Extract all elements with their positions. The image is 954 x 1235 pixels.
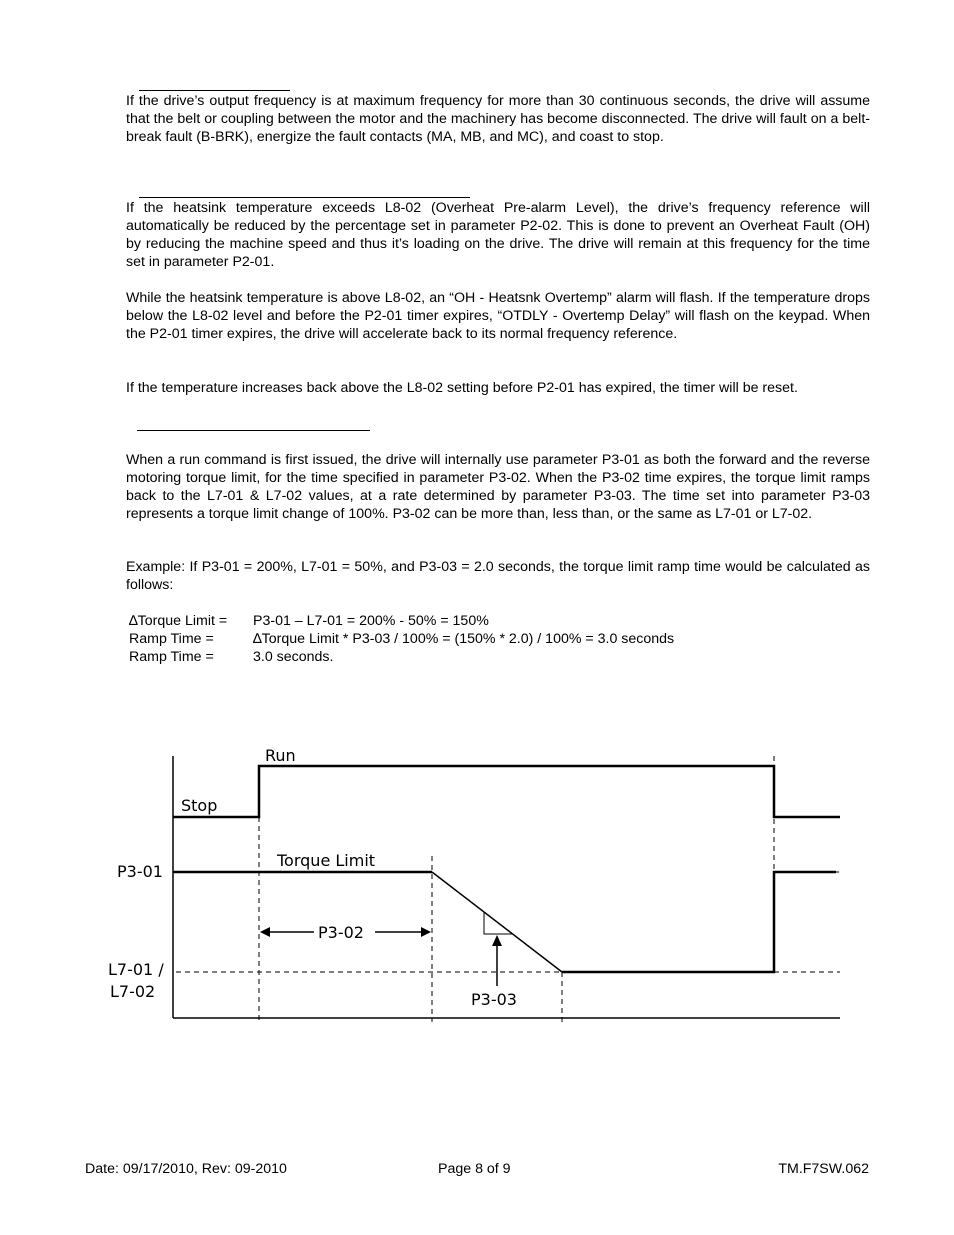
p3-02-label: P3-02 [318,923,364,942]
paragraph-overheat-reduction: If the heatsink temperature exceeds L8-02 (Overheat Pre-alarm Level), the drive’s frequency reference will automatically be reduced by the percentage set in parameter P2-02. This is done to prevent an Overheat Fault (OH) by reducing the machine speed and thus it’s loading on the drive. The drive will remain at this frequency for the time set in parameter P2-01. [126,200,870,270]
calc-value: ∆Torque Limit * P3-03 / 100% = (150% * 2.0) / 100% = 3.0 seconds [253,631,675,647]
l7-level-label-line1: L7-01 / [108,960,164,979]
run-stop-signal [173,766,840,817]
p3-03-arrow-head [492,935,502,946]
run-label: Run [265,746,296,765]
footer-page-number: Page 8 of 9 [438,1161,511,1177]
p3-02-arrow-right-head [421,927,431,937]
l7-level-label-line2: L7-02 [110,982,156,1001]
paragraph-example: Example: If P3-01 = 200%, L7-01 = 50%, and P3-03 = 2.0 seconds, the torque limit ramp time would be calculated as follows: [126,559,870,593]
torque-limit-label: Torque Limit [277,851,376,870]
p3-02-arrow-left-head [260,927,270,937]
calc-label: Ramp Time = [129,631,214,647]
p3-03-label: P3-03 [471,990,517,1009]
paragraph-overheat-alarm: While the heatsink temperature is above L8-02, an “OH - Heatsnk Overtemp” alarm will flash. If the temperature drops below the L8-02 level and before the P2-01 timer expires, “OTDLY - Overtemp Delay” will flash on the keypad. When the P2-01 timer expires, the drive will accelerate back to its normal frequency reference. [126,290,870,342]
torque-limit-signal-end [562,872,836,972]
paragraph-timer-reset: If the temperature increases back above the L8-02 setting before P2-01 has expired, the timer will be reset. [126,380,798,396]
footer-document-id: TM.F7SW.062 [778,1161,869,1177]
calc-label: Ramp Time = [129,649,214,665]
paragraph-belt-break: If the drive’s output frequency is at maximum frequency for more than 30 continuous seconds, the drive will assume that the belt or coupling between the motor and the machinery has become disconnected. The drive will fault on a belt-break fault (B-BRK), energize the fault contacts (MA, MB, and MC), and coast to stop. [126,93,870,145]
calc-value: P3-01 – L7-01 = 200% - 50% = 150% [253,613,489,629]
footer-date-revision: Date: 09/17/2010, Rev: 09-2010 [85,1161,287,1177]
calc-value: 3.0 seconds. [253,649,334,665]
p3-01-level-label: P3-01 [117,862,163,881]
calc-label: ∆Torque Limit = [129,613,228,629]
paragraph-torque-limit: When a run command is first issued, the drive will internally use parameter P3-01 as both the forward and the reverse motoring torque limit, for the time specified in parameter P3-02. When the P3-02 time expires, the torque limit ramps back to the L7-01 & L7-02 values, at a rate determined by parameter P3-03. The time set into parameter P3-03 represents a torque limit change of 100%. P3-02 can be more than, less than, or the same as L7-01 or L7-02. [126,452,870,522]
stop-label: Stop [181,796,218,815]
